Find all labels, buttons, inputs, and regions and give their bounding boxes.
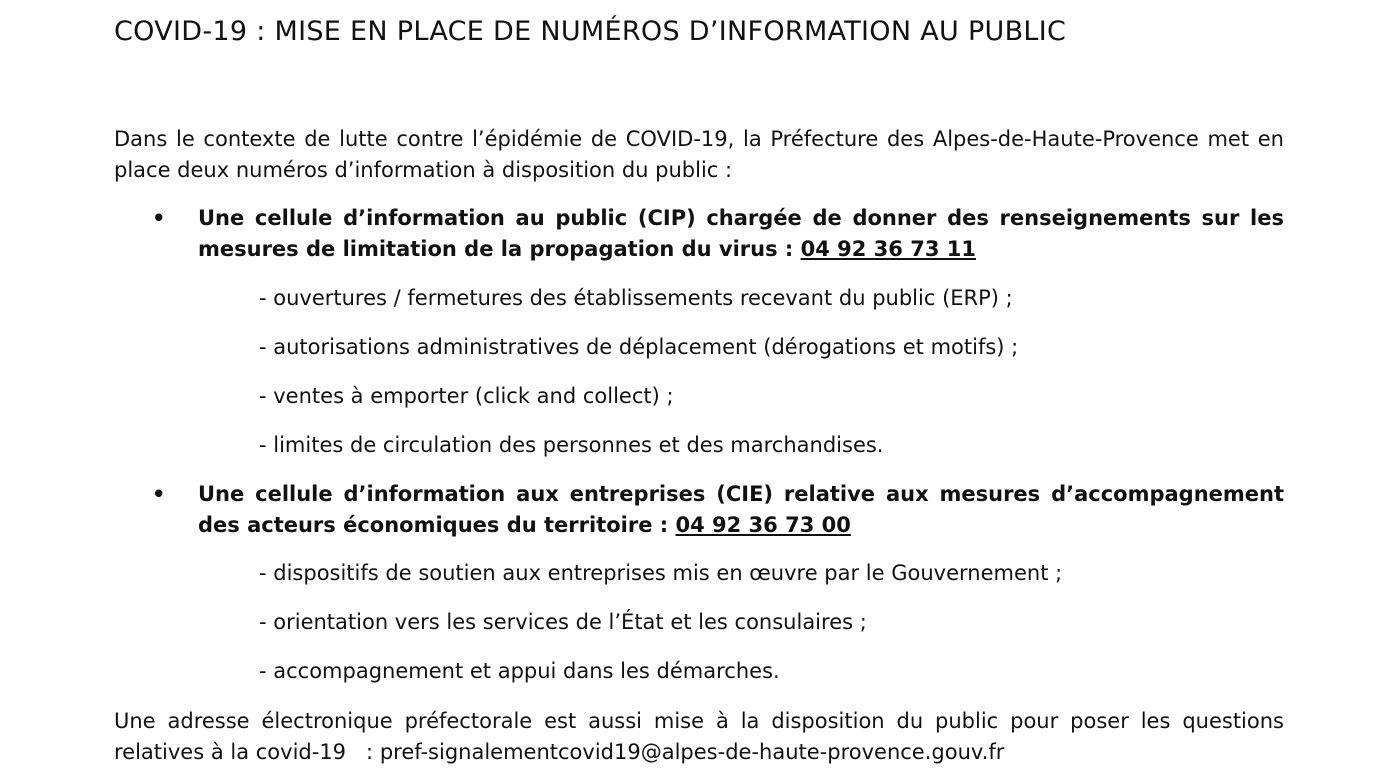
cip-phone-number: 04 92 36 73 11 [800, 236, 976, 261]
bullet-marker: • [152, 206, 166, 230]
bullet-marker: • [152, 482, 166, 506]
outro-paragraph [114, 706, 1284, 767]
contact-email: pref-signalementcovid19@alpes-de-haute-provence.gouv.fr [379, 739, 1005, 764]
cie-phone-number: 04 92 36 73 00 [675, 512, 851, 537]
cip-item-circulation: - limites de circulation des personnes et des marchandises. [259, 433, 884, 457]
bullet-cip-description: Une cellule d’information au public (CIP) chargée de donner des renseignements sur les mesures de limitation de la propagation du virus : [198, 206, 1284, 261]
cie-item-soutien: - dispositifs de soutien aux entreprises mis en œuvre par le Gouvernement ; [259, 561, 1063, 585]
cip-item-deplacement: - autorisations administratives de déplacement (dérogations et motifs) ; [259, 335, 1019, 359]
cip-item-erp: - ouvertures / fermetures des établissements recevant du public (ERP) ; [259, 286, 1013, 310]
bullet-cie-text [198, 479, 1284, 540]
bullet-cie-description: Une cellule d’information aux entreprises (CIE) relative aux mesures d’accompagnement des acteurs économiques du territoire : [198, 482, 1284, 537]
intro-paragraph: Dans le contexte de lutte contre l’épidémie de COVID-19, la Préfecture des Alpes-de-Haute-Provence met en place deux numéros d’information à disposition du public : [114, 127, 1284, 182]
outro-text: Une adresse électronique préfectorale est aussi mise à la disposition du public pour poser les questions relatives à la covid-19 : [114, 709, 1284, 764]
cie-item-orientation: - orientation vers les services de l’État et les consulaires ; [259, 610, 867, 634]
bullet-cip-text [198, 203, 1284, 264]
document-title: COVID-19 : MISE EN PLACE DE NUMÉROS D’INFORMATION AU PUBLIC [114, 16, 1067, 47]
cie-item-accompagnement: - accompagnement et appui dans les démarches. [259, 659, 780, 683]
cip-item-ventes: - ventes à emporter (click and collect) ; [259, 384, 674, 408]
